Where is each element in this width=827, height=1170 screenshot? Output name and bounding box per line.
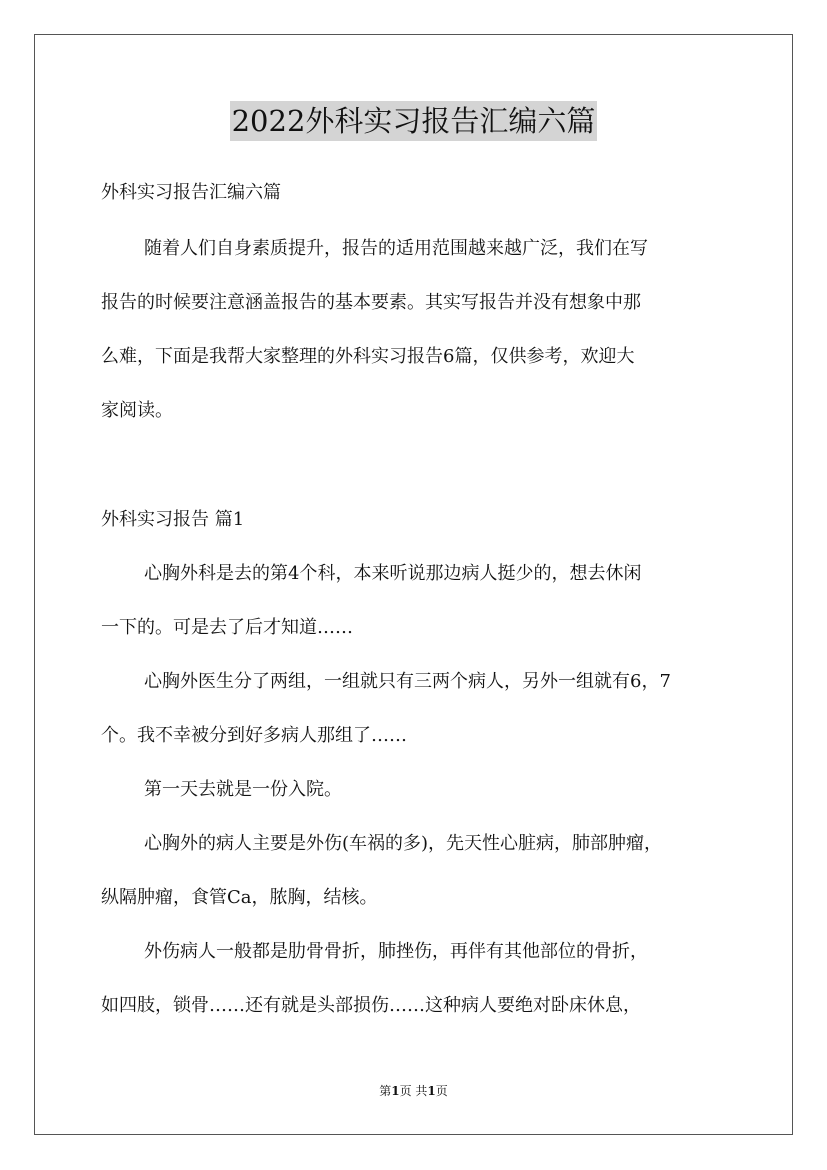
document-subtitle: 外科实习报告汇编六篇 (101, 182, 281, 203)
body-line-1: 心胸外科是去的第4个科，本来听说那边病人挺少的，想去休闲 (144, 563, 642, 584)
footer-mid: 页 共 (399, 1084, 428, 1098)
footer-page-current: 1 (391, 1084, 400, 1098)
footer-page-total: 1 (427, 1084, 436, 1098)
body-line-8: 外伤病人一般都是肋骨骨折，肺挫伤，再伴有其他部位的骨折， (144, 941, 648, 962)
footer-suffix: 页 (435, 1084, 448, 1098)
body-line-6: 心胸外的病人主要是外伤(车祸的多)，先天性心脏病，肺部肿瘤， (144, 833, 663, 854)
body-line-9: 如四肢，锁骨……还有就是头部损伤……这种病人要绝对卧床休息， (101, 995, 641, 1016)
body-line-7: 纵隔肿瘤，食管Ca，脓胸，结核。 (101, 887, 378, 908)
title-container (0, 101, 827, 141)
intro-line-2: 报告的时候要注意涵盖报告的基本要素。其实写报告并没有想象中那 (101, 292, 641, 313)
document-title: 2022外科实习报告汇编六篇 (230, 101, 598, 141)
body-line-5: 第一天去就是一份入院。 (144, 779, 342, 800)
page-footer (0, 1084, 827, 1098)
intro-line-1: 随着人们自身素质提升，报告的适用范围越来越广泛，我们在写 (144, 238, 648, 259)
section-heading: 外科实习报告 篇1 (101, 509, 245, 530)
body-line-2: 一下的。可是去了后才知道…… (101, 617, 353, 638)
body-line-4: 个。我不幸被分到好多病人那组了…… (101, 725, 407, 746)
intro-line-3: 么难，下面是我帮大家整理的外科实习报告6篇，仅供参考，欢迎大 (101, 346, 635, 367)
footer-prefix: 第 (379, 1084, 392, 1098)
body-line-3: 心胸外医生分了两组，一组就只有三两个病人，另外一组就有6，7 (144, 671, 671, 692)
intro-line-4: 家阅读。 (101, 400, 173, 421)
